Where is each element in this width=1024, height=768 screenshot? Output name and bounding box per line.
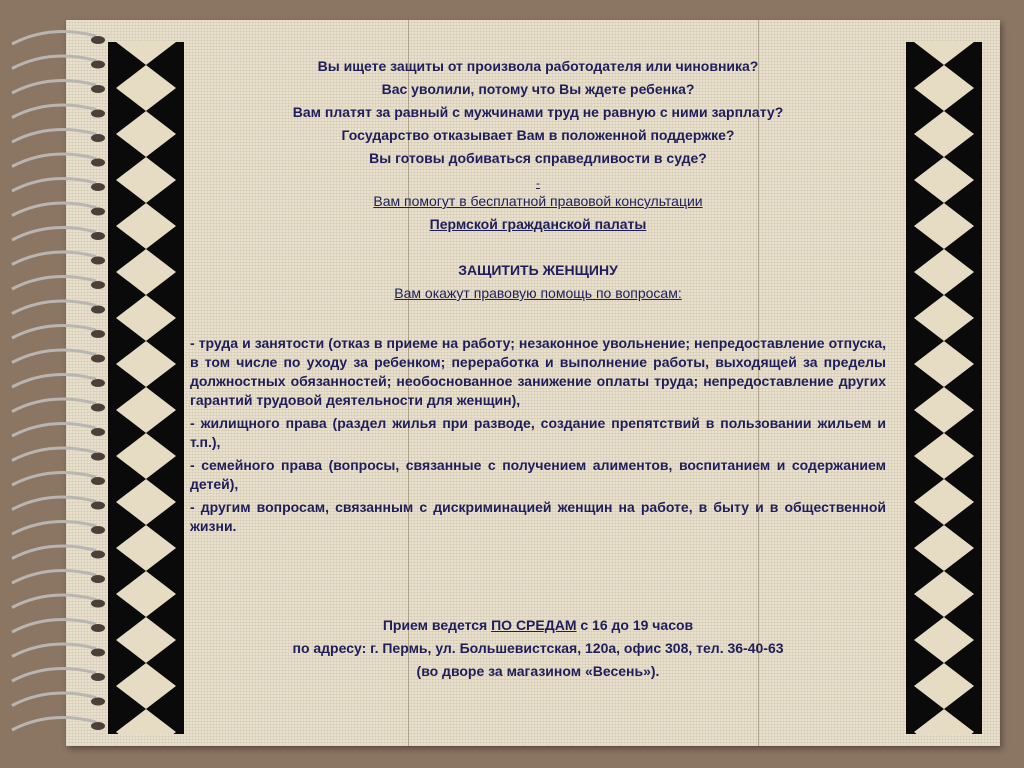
binding-hole	[91, 624, 105, 632]
spiral-ring	[12, 154, 96, 167]
spiral-ring	[12, 669, 96, 682]
topic-item: - жилищного права (раздел жилья при разводе, создание препятствий в пользовании жильем и т.п.),	[190, 415, 886, 450]
binding-hole	[91, 257, 105, 265]
spiral-ring	[12, 448, 96, 461]
binding-hole	[91, 551, 105, 559]
binding-hole	[91, 306, 105, 314]
spiral-ring	[12, 375, 96, 388]
spiral-ring	[12, 326, 96, 339]
chamber-name: Пермской гражданской палаты	[429, 216, 647, 232]
binding-hole	[91, 183, 105, 191]
binding-hole	[91, 159, 105, 167]
binding-hole	[91, 330, 105, 338]
spiral-ring	[12, 424, 96, 437]
question-line: Вам платят за равный с мужчинами труд не равную с ними зарплату?	[292, 104, 784, 120]
right-diamond-border	[906, 42, 982, 734]
topic-item: - труда и занятости (отказ в приеме на работу; незаконное увольнение; непредоставление отпуска, в том числе по уходу за ребенком; переработка и выполнение работы, выходящей за пределы должностных обязанностей; необоснованное занижение оплаты труда; непредоставление других гарантий трудовой деятельности для женщин),	[190, 335, 886, 408]
spiral-ring	[12, 571, 96, 584]
binding-hole	[91, 281, 105, 289]
spiral-ring	[12, 595, 96, 608]
topic-item: - другим вопросам, связанным с дискриминацией женщин на работе, в быту и в общественной жизни.	[190, 499, 886, 534]
binding-hole	[91, 477, 105, 485]
help-intro: Вам окажут правовую помощь по вопросам:	[394, 285, 682, 301]
binding-hole	[91, 453, 105, 461]
binding-hole	[91, 208, 105, 216]
binding-hole	[91, 85, 105, 93]
binding-hole	[91, 722, 105, 730]
binding-hole	[91, 134, 105, 142]
reception-info	[190, 614, 886, 683]
spiral-ring	[12, 718, 96, 731]
spiral-ring	[12, 497, 96, 510]
spiral-ring	[12, 546, 96, 559]
binding-hole	[91, 698, 105, 706]
spiral-ring	[12, 252, 96, 265]
question-line: Государство отказывает Вам в положенной поддержке?	[341, 127, 735, 143]
binding-hole	[91, 404, 105, 412]
spiral-ring	[12, 56, 96, 69]
spiral-ring	[12, 228, 96, 241]
spiral-ring	[12, 693, 96, 706]
binding-hole	[91, 673, 105, 681]
binding-hole	[91, 600, 105, 608]
topic-item: - семейного права (вопросы, связанные с получением алиментов, воспитанием и содержанием детей),	[190, 457, 886, 492]
binding-hole	[91, 232, 105, 240]
reception-days: ПО СРЕДАМ	[491, 617, 577, 633]
reception-note: (во дворе за магазином «Весень»).	[416, 663, 660, 679]
spiral-ring	[12, 620, 96, 633]
spiral-ring	[12, 301, 96, 314]
spiral-ring	[12, 203, 96, 216]
binding-hole	[91, 428, 105, 436]
spiral-binding	[0, 0, 110, 768]
binding-hole	[91, 355, 105, 363]
spiral-ring	[12, 473, 96, 486]
spiral-ring	[12, 350, 96, 363]
reception-schedule: Прием ведется ПО СРЕДАМ с 16 до 19 часов	[382, 617, 694, 633]
binding-hole	[91, 649, 105, 657]
binding-hole	[91, 575, 105, 583]
separator-dash: -	[536, 176, 540, 190]
question-line: Вы ищете защиты от произвола работодателя или чиновника?	[317, 58, 759, 74]
spiral-ring	[12, 644, 96, 657]
spiral-ring	[12, 32, 96, 45]
project-title: ЗАЩИТИТЬ ЖЕНЩИНУ	[458, 262, 618, 278]
consultation-line: Вам помогут в бесплатной правовой консультации	[373, 193, 703, 209]
question-line: Вы готовы добиваться справедливости в суде?	[369, 150, 707, 166]
flyer-content	[190, 55, 886, 536]
binding-hole	[91, 379, 105, 387]
binding-hole	[91, 61, 105, 69]
left-diamond-border	[108, 42, 184, 734]
reception-address: по адресу: г. Пермь, ул. Большевистская, 120а, офис 308, тел. 36-40-63	[292, 640, 784, 656]
binding-hole	[91, 502, 105, 510]
binding-hole	[91, 526, 105, 534]
spiral-ring	[12, 277, 96, 290]
spiral-ring	[12, 130, 96, 143]
spiral-ring	[12, 81, 96, 94]
binding-hole	[91, 36, 105, 44]
spiral-ring	[12, 522, 96, 535]
binding-hole	[91, 110, 105, 118]
question-line: Вас уволили, потому что Вы ждете ребенка?	[381, 81, 695, 97]
spiral-ring	[12, 179, 96, 192]
spiral-ring	[12, 399, 96, 412]
topics-list	[190, 334, 886, 536]
spiral-ring	[12, 105, 96, 118]
